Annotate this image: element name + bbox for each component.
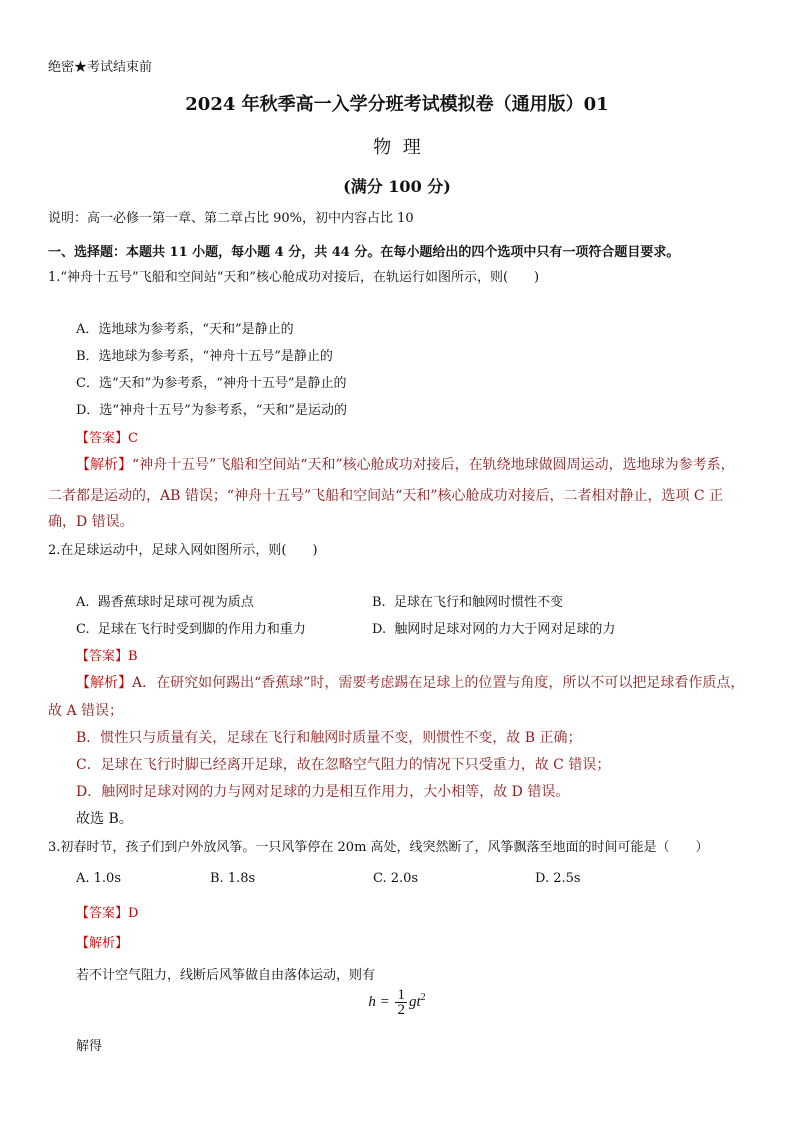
q3-option-d: D. 2.5s (535, 871, 581, 886)
q1-option-b: B．选地球为参考系，“神舟十五号”是静止的 (76, 349, 333, 364)
q3-option-c: C. 2.0s (373, 871, 419, 886)
q3-stem: 3.初春时节，孩子们到户外放风筝。一只风筝停在 20m 高处，线突然断了，风筝飘落至地面的时间可能是（ ） (48, 840, 709, 855)
q2-option-d: D. 触网时足球对网的力大于网对足球的力 (372, 622, 616, 637)
q2-analysis-line-5: D．触网时足球对网的力与网对足球的力是相互作用力，大小相等，故 D 错误。 (76, 784, 570, 800)
q2-option-a: A. 踢香蕉球时足球可视为质点 (76, 595, 254, 610)
q2-analysis-line-4: C．足球在飞行时脚已经离开足球，故在忽略空气阻力的情况下只受重力，故 C 错误； (76, 757, 611, 773)
page-title: 2024 年秋季高一入学分班考试模拟卷（通用版）01 (185, 94, 609, 115)
subject-title: 物 理 (373, 137, 421, 158)
secret-label: 绝密★考试结束前 (48, 60, 153, 75)
q2-analysis-line-6: 故选 B。 (76, 811, 133, 827)
q2-analysis-line-2: 故 A 错误； (48, 703, 124, 719)
exam-note: 说明：高一必修一第一章、第二章占比 90%，初中内容占比 10 (48, 211, 414, 226)
q1-stem: 1.“神舟十五号”飞船和空间站“天和”核心舱成功对接后，在轨运行如图所示，则( ) (48, 270, 540, 285)
free-fall-formula (0, 988, 794, 1017)
formula-exponent: 2 (420, 991, 426, 1003)
q3-answer (76, 902, 138, 921)
formula-rhs: gt (408, 993, 421, 1010)
formula-lhs: h = (368, 993, 390, 1010)
q2-analysis-line-3: B．惯性只与质量有关，足球在飞行和触网时质量不变，则惯性不变，故 B 正确； (76, 730, 582, 746)
formula-denominator: 2 (397, 1002, 405, 1018)
full-score: (满分 100 分) (343, 177, 451, 196)
q2-answer-value: B (128, 649, 138, 664)
q2-option-c: C. 足球在飞行时受到脚的作用力和重力 (76, 622, 306, 637)
q2-option-b: B. 足球在飞行和触网时惯性不变 (372, 595, 563, 610)
q2-analysis-line-1: 【解析】A．在研究如何踢出“香蕉球”时，需要考虑踢在足球上的位置与角度，所以不可以把足球看作质点， (76, 675, 745, 691)
q1-answer (76, 427, 138, 446)
q1-option-d: D．选“神舟十五号”为参考系，“天和”是运动的 (76, 403, 348, 418)
q2-answer-label: 【答案】 (76, 649, 129, 664)
q1-option-a: A．选地球为参考系，“天和”是静止的 (76, 322, 294, 337)
q1-analysis-label: 【解析】 (76, 457, 132, 473)
q3-analysis-label: 【解析】 (76, 936, 129, 951)
q3-analysis-line-1: 若不计空气阻力，线断后风筝做自由落体运动，则有 (76, 968, 376, 983)
q2-stem: 2.在足球运动中，足球入网如图所示，则( ) (48, 543, 318, 558)
q3-answer-label: 【答案】 (76, 906, 129, 921)
q1-answer-value: C (128, 431, 138, 446)
q1-analysis-line-2: 二者都是运动的，AB 错误；“神舟十五号”飞船和空间站“天和”核心舱成功对接后，二者相对静止，选项 C 正 (48, 488, 724, 504)
q3-analysis-line-2: 解得 (76, 1039, 103, 1054)
q1-answer-label: 【答案】 (76, 431, 129, 446)
q1-analysis-line-1: 【解析】“神舟十五号”飞船和空间站“天和”核心舱成功对接后，在轨绕地球做圆周运动，选地球为参考系， (76, 457, 735, 473)
q3-answer-value: D (128, 906, 139, 921)
q2-analysis-label: 【解析】 (76, 675, 132, 691)
q3-option-a: A. 1.0s (76, 871, 121, 886)
formula-fraction (395, 988, 407, 1017)
q1-option-c: C．选“天和”为参考系，“神舟十五号”是静止的 (76, 376, 347, 391)
section-heading: 一、选择题：本题共 11 小题，每小题 4 分，共 44 分。在每小题给出的四个选项中只有一项符合题目要求。 (48, 245, 680, 260)
formula-numerator: 1 (397, 987, 405, 1003)
q3-option-b: B. 1.8s (210, 871, 256, 886)
q1-analysis-line-3: 确，D 错误。 (48, 514, 134, 530)
q2-answer (76, 645, 138, 664)
